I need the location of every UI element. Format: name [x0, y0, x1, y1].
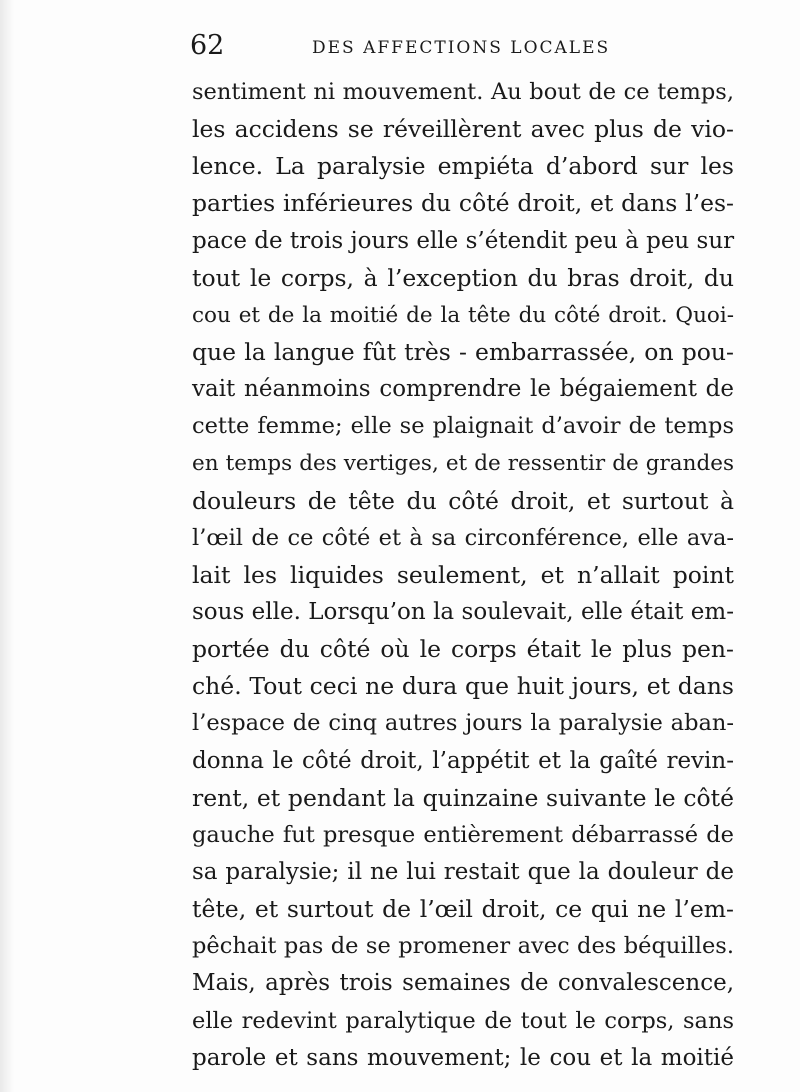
- running-head: DES AFFECTIONS LOCALES: [312, 38, 611, 58]
- text-line: lence. La paralysie empiéta d’abord sur les: [192, 152, 734, 181]
- text-line: les accidens se réveillèrent avec plus de vio-: [192, 115, 734, 144]
- text-line: douleurs de tête du côté droit, et surtout à: [192, 486, 734, 515]
- text-line: cette femme; elle se plaignait d’avoir de temps: [192, 413, 734, 440]
- text-line: pêchait pas de se promener avec des béquilles.: [192, 933, 734, 960]
- text-line: sous elle. Lorsqu’on la soulevait, elle était em-: [192, 598, 734, 625]
- page-gutter-shadow: [0, 0, 14, 1092]
- page-header: [190, 28, 750, 68]
- text-line: pace de trois jours elle s’étendit peu à peu sur: [192, 227, 735, 254]
- text-line: parties inférieures du côté droit, et dans l’es-: [192, 189, 734, 218]
- text-line: Mais, après trois semaines de convalescence,: [192, 970, 734, 997]
- text-line: cou et de la moitié de la tête du côté droit. Quoi-: [192, 302, 734, 328]
- text-line: ché. Tout ceci ne dura que huit jours, et dans: [192, 672, 734, 701]
- text-line: rent, et pendant la quinzaine suivante le côté: [192, 783, 734, 812]
- text-line: donna le côté droit, l’appétit et la gaîté revin-: [192, 747, 734, 774]
- text-line: tête, et surtout de l’œil droit, ce qui ne l’em-: [192, 895, 734, 924]
- text-line: en temps des vertiges, et de ressentir de grandes: [192, 451, 734, 477]
- text-line: l’œil de ce côté et à sa circonférence, elle ava-: [192, 524, 734, 551]
- body-text: [192, 74, 734, 1077]
- text-line: portée du côté où le corps était le plus pen-: [192, 635, 734, 664]
- text-line: gauche fut presque entièrement débarrassé de: [192, 821, 734, 848]
- text-line: que la langue fût très - embarrassée, on pou-: [192, 337, 734, 366]
- text-line: sa paralysie; il ne lui restait que la douleur de: [192, 858, 734, 885]
- text-line: l’espace de cinq autres jours la paralysie aban-: [192, 710, 734, 737]
- text-line: lait les liquides seulement, et n’allait point: [192, 560, 734, 589]
- text-line: parole et sans mouvement; le cou et la moitié: [192, 1044, 734, 1071]
- text-line: sentiment ni mouvement. Au bout de ce temps,: [192, 79, 734, 105]
- text-line: elle redevint paralytique de tout le corps, sans: [192, 1007, 734, 1034]
- text-line: vait néanmoins comprendre le bégaiement de: [192, 376, 734, 403]
- page-number: 62: [190, 30, 225, 61]
- text-line: tout le corps, à l’exception du bras droit, du: [192, 263, 734, 292]
